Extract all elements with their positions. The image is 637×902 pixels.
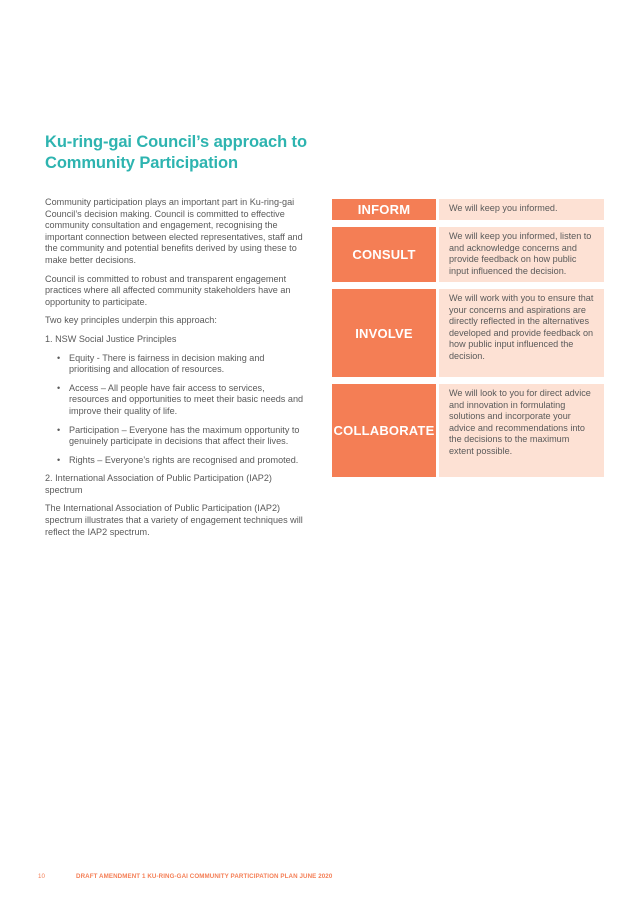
- principles-intro: Two key principles underpin this approach:: [45, 315, 217, 326]
- list-item: [57, 382, 307, 418]
- commitment-paragraph: Council is committed to robust and transparent engagement practices where all affected community stakeholders have an opportunity to participate.: [45, 273, 291, 307]
- bullet-icon: •: [57, 454, 61, 465]
- spectrum-label: INVOLVE: [332, 289, 436, 377]
- spectrum-label: CONSULT: [332, 227, 436, 282]
- principle-2-heading: 2. International Association of Public Participation (IAP2) spectrum: [45, 473, 272, 495]
- spectrum-row-consult: [332, 227, 604, 282]
- footer-document-title: DRAFT AMENDMENT 1 KU-RING-GAI COMMUNITY PARTICIPATION PLAN JUNE 2020: [76, 873, 333, 880]
- spectrum-description: We will work with you to ensure that your concerns and aspirations are directly reflected in the alternatives developed and provide feedback on how public input influenced the decision.: [439, 289, 604, 377]
- list-item: [57, 352, 307, 376]
- principle-1-heading: 1. NSW Social Justice Principles: [45, 333, 177, 344]
- spectrum-row-collaborate: [332, 384, 604, 477]
- principles-bullet-list: [45, 353, 307, 467]
- spectrum-description: We will keep you informed, listen to and acknowledge concerns and provide feedback on how public input influenced the decision.: [439, 227, 604, 282]
- list-item: [57, 424, 307, 448]
- bullet-icon: •: [57, 424, 61, 435]
- spectrum-description: We will look to you for direct advice and innovation in formulating solutions and incorporate your advice and recommendations into the decisions to the maximum extent possible.: [439, 384, 604, 477]
- page-title: Ku-ring-gai Council’s approach to Community Participation: [45, 133, 307, 172]
- list-item-text: Participation – Everyone has the maximum opportunity to genuinely participate in decisions that affect their lives.: [69, 424, 300, 447]
- iap2-spectrum-table: [332, 199, 604, 484]
- bullet-icon: •: [57, 352, 61, 363]
- spectrum-label: INFORM: [332, 199, 436, 220]
- list-item-text: Rights – Everyone’s rights are recognised and promoted.: [69, 454, 299, 465]
- page-footer: [38, 873, 332, 880]
- list-item-text: Equity - There is fairness in decision making and prioritising and allocation of resources.: [69, 352, 265, 375]
- spectrum-paragraph: The International Association of Public Participation (IAP2) spectrum illustrates that a variety of engagement techniques will reflect the IAP2 spectrum.: [45, 503, 303, 537]
- list-item-text: Access – All people have fair access to services, resources and opportunities to meet their basic needs and improve their quality of life.: [69, 382, 304, 416]
- spectrum-description: We will keep you informed.: [439, 199, 604, 220]
- spectrum-label: COLLABORATE: [332, 384, 436, 477]
- intro-paragraph: Community participation plays an important part in Ku-ring-gai Council’s decision making. Council is committed to effective community consultation and engagement, recognising the important connection between elected representatives, staff and the community and potential benefits derived by using these to make better decisions.: [45, 197, 303, 265]
- bullet-icon: •: [57, 382, 61, 393]
- page-number: 10: [38, 873, 46, 880]
- spectrum-row-inform: [332, 199, 604, 220]
- body-text-column: [45, 197, 307, 545]
- list-item: [57, 454, 307, 467]
- spectrum-row-involve: [332, 289, 604, 377]
